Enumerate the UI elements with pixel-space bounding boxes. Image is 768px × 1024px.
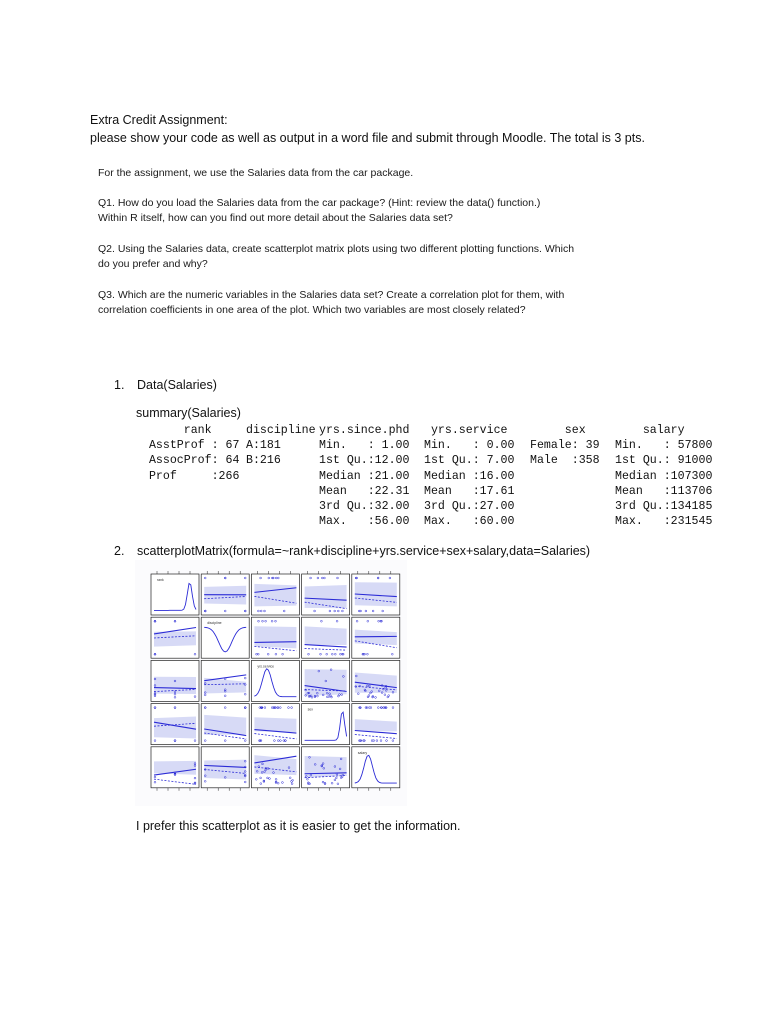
confidence-band [254, 584, 296, 606]
summary-column-sex: sex Female: 39 Male :358 [530, 424, 600, 468]
intro-text: For the assignment, we use the Salaries data from the car package. [98, 167, 414, 179]
question-3-line-1: Q3. Which are the numeric variables in the Salaries data set? Create a correlation plot for them, with [98, 289, 565, 301]
question-2-line-2: do you prefer and why? [98, 258, 208, 270]
diagonal-label: sex [307, 707, 314, 712]
confidence-band [305, 585, 347, 608]
confidence-band [355, 630, 397, 646]
scatterplot-matrix-figure [135, 560, 407, 806]
answer-1-text: Data(Salaries) [137, 378, 217, 392]
diagonal-label: rank [157, 578, 164, 582]
question-1-line-2: Within R itself, how can you find out more detail about the Salaries data set? [98, 212, 453, 224]
confidence-band [254, 626, 296, 648]
diagonal-label: salary [357, 750, 368, 755]
summary-column-rank: rank AsstProf : 67 AssocProf: 64 Prof :266 [148, 424, 240, 483]
answer-1-number: 1. [114, 378, 125, 392]
instructions-text: please show your code as well as output in a word file and submit through Moodle. The total is 3 pts. [90, 131, 645, 145]
diagonal-label: discipline [207, 621, 222, 626]
conclusion-text: I prefer this scatterplot as it is easier to get the information. [136, 819, 461, 833]
confidence-band [154, 677, 196, 694]
document-title: Extra Credit Assignment: [90, 113, 228, 127]
question-3-line-2: correlation coefficients in one area of the plot. Which two variables are most closely related? [98, 304, 526, 316]
confidence-band [154, 631, 196, 646]
diagonal-label: yrs.service [257, 664, 275, 669]
summary-column-yrs-since-phd: yrs.since.phd Min. : 1.00 1st Qu.:12.00 Median :21.00 Mean :22.31 3rd Qu.:32.00 Max. :56.00 [319, 424, 410, 529]
summary-column-salary: salary Min. : 57800 1st Qu.: 91000 Median :107300 Mean :113706 3rd Qu.:134185 Max. :231545 [615, 424, 713, 529]
summary-column-yrs-service: yrs.service Min. : 0.00 1st Qu.: 7.00 Median :16.00 Mean :17.61 3rd Qu.:27.00 Max. :60.00 [424, 424, 515, 529]
regression-line [254, 642, 296, 643]
question-1-line-1: Q1. How do you load the Salaries data from the car package? (Hint: review the data() function.) [98, 197, 541, 209]
summary-output [142, 423, 722, 533]
confidence-band [305, 669, 347, 696]
summary-column-discipline: discipline A:181 B:216 [246, 424, 316, 468]
answer-2-code: scatterplotMatrix(formula=~rank+discipline+yrs.service+sex+salary,data=Salaries) [137, 544, 591, 558]
question-2-line-1: Q2. Using the Salaries data, create scatterplot matrix plots using two different plotting functions. Which [98, 243, 575, 255]
scatterplot-matrix-svg [135, 560, 407, 806]
confidence-band [305, 626, 347, 645]
answer-2-number: 2. [114, 544, 125, 558]
summary-call: summary(Salaries) [136, 406, 241, 420]
confidence-band [154, 716, 196, 738]
